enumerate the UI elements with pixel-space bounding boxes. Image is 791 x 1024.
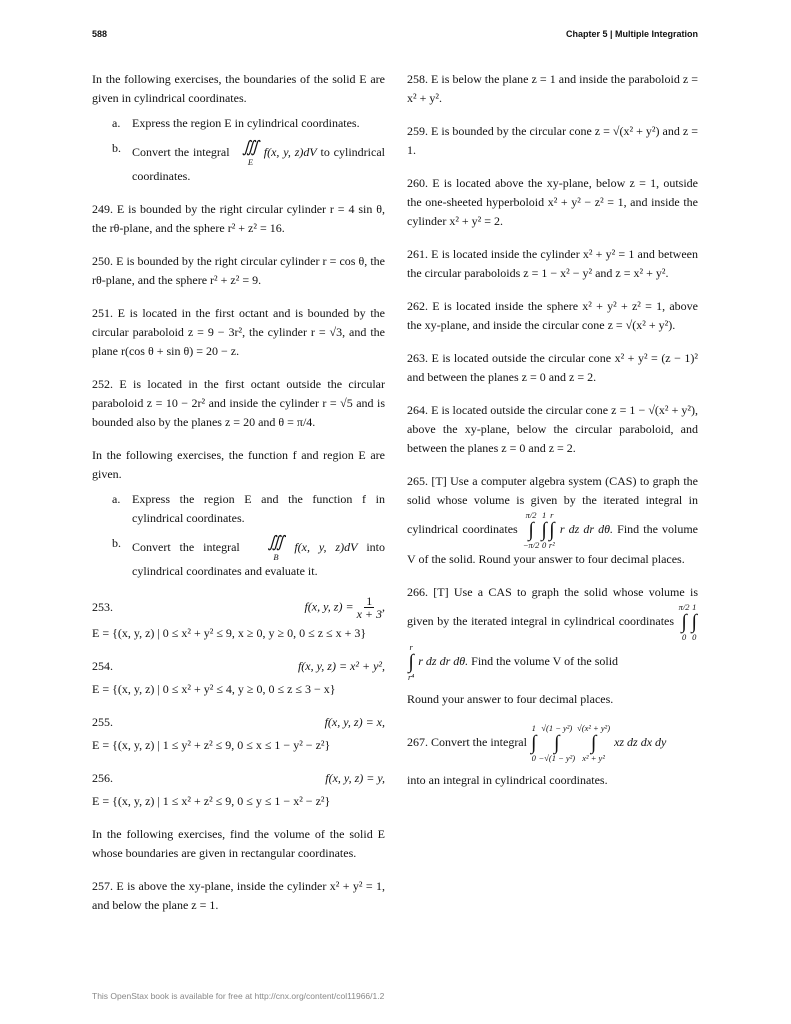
exercise-text: 267. Convert the integral	[407, 734, 527, 749]
iterated-integral	[522, 510, 614, 550]
region: E = {(x, y, z) | 0 ≤ x² + y² ≤ 9, x ≥ 0, y ≥ 0, 0 ≤ z ≤ x + 3}	[92, 626, 367, 640]
upper-limit: 1	[531, 723, 536, 733]
integral-sign-icon: ∫	[681, 611, 687, 633]
exercise-251: 251. E is located in the first octant and is bounded by the circular paraboloid z = 9 − 3r², the cylinder r = √3, and the plane r(cos θ + sin θ) = 20 − z.	[92, 306, 385, 358]
integrand: f(x, y, z)dV	[294, 539, 358, 554]
exercise-259: 259. E is bounded by the circular cone z = √(x² + y²) and z = 1.	[407, 124, 698, 157]
exercise-263: 263. E is located outside the circular cone x² + y² = (z − 1)² and between the planes z = 0 and z = 2.	[407, 351, 698, 384]
exercise-266	[407, 583, 698, 709]
function: f(x, y, z) =	[304, 599, 354, 614]
instructions-function: In the following exercises, the function f and region E are given.	[92, 448, 385, 481]
triple-integral-icon: ∭	[242, 139, 259, 156]
integral-sign-icon: ∫	[541, 519, 547, 541]
exercise-number: 253.	[92, 600, 113, 614]
function: f(x, y, z) = x² + y²,	[297, 659, 385, 673]
lower-limit: 0	[531, 753, 536, 763]
exercise-264: 264. E is located outside the circular cone z = 1 − √(x² + y²), above the xy-plane, below the circular paraboloid, and between the planes z = 0 and z = 2.	[407, 403, 698, 455]
instruction-a	[92, 490, 385, 528]
triple-integral-icon: ∭	[267, 534, 285, 551]
upper-limit: π/2	[525, 510, 537, 520]
lower-limit: r⁴	[408, 672, 415, 682]
exercise-265	[407, 472, 698, 569]
exercise-text: Find the volume V of the solid. Round your answer to four decimal places.	[407, 521, 698, 566]
item-label: a.	[112, 492, 121, 506]
upper-limit: 1	[692, 602, 697, 612]
integrand: r dz dr dθ.	[559, 521, 614, 536]
item-label: a.	[112, 116, 121, 130]
upper-limit: √(1 − y²)	[541, 723, 573, 733]
integrand: xz dz dx dy	[614, 734, 667, 749]
exercise-250: 250. E is bounded by the right circular cylinder r = cos θ, the rθ-plane, and the sphere r² + z² = 9.	[92, 254, 385, 287]
lower-limit: 0	[681, 632, 687, 642]
integral-sign-icon: ∫	[528, 519, 534, 541]
exercise-252: 252. E is located in the first octant outside the circular paraboloid z = 10 − 2r² and inside the cylinder r = √5 and is bounded also by the planes z = 20 and θ = π/4.	[92, 377, 385, 429]
integral-sign-icon: ∫	[691, 611, 697, 633]
exercise-text: 265. [T] Use a computer algebra system (CAS) to graph the solid whose volume is given by the iterated integral in cylindrical coordinates	[407, 474, 698, 536]
exercise-text: Find the volume V of the solid	[471, 653, 619, 668]
integral-sign-icon: ∫	[408, 651, 414, 673]
upper-limit: √(x² + y²)	[577, 723, 611, 733]
integral	[692, 602, 697, 642]
integral	[577, 723, 610, 763]
exercise-260: 260. E is located above the xy-plane, below z = 1, outside the one-sheeted hyperboloid x² + y² − z² = 1, and inside the cylinder x² + y² = 2.	[407, 176, 698, 228]
denominator: x + 3	[356, 607, 382, 621]
exercise-number: 256.	[92, 771, 113, 785]
integrand: f(x, y, z)dV	[263, 144, 317, 159]
integral-sign-icon: ∫	[530, 732, 537, 754]
instruction-text: Express the region E in cylindrical coordinates.	[132, 116, 360, 130]
instruction-b	[92, 534, 385, 581]
lower-limit: x² + y²	[582, 753, 605, 763]
lower-limit: r²	[548, 540, 555, 550]
instruction-text: Convert the integral	[132, 539, 240, 554]
lower-limit: −√(1 − y²)	[538, 753, 576, 763]
left-column	[92, 70, 385, 929]
integral-sign-icon: ∫	[590, 732, 597, 754]
exercise-number: 254.	[92, 659, 113, 673]
region: E = {(x, y, z) | 1 ≤ y² + z² ≤ 9, 0 ≤ x ≤ 1 − y² − z²}	[92, 738, 331, 752]
exercise-text: 266. [T] Use a CAS to graph the solid whose volume is given by the iterated integral in cylindrical coordinates	[407, 585, 698, 628]
lower-limit: −π/2	[522, 540, 540, 550]
exercise-256	[92, 769, 385, 811]
integral	[531, 723, 536, 763]
exercise-text: into an integral in cylindrical coordinates.	[407, 773, 608, 787]
integral-region: B	[273, 552, 279, 562]
instructions-volume: In the following exercises, find the volume of the solid E whose boundaries are given in rectangular coordinates.	[92, 827, 385, 860]
instruction-a	[92, 114, 385, 133]
exercise-253	[92, 595, 385, 643]
integrand: r dz dr dθ.	[418, 653, 469, 668]
instruction-b	[92, 139, 385, 186]
integral	[408, 642, 414, 682]
comma: ,	[382, 599, 385, 614]
integral-sign-icon: ∫	[554, 732, 560, 754]
exercise-254	[92, 657, 385, 699]
item-label: b.	[112, 141, 121, 155]
upper-limit: r	[409, 642, 413, 652]
lower-limit: 0	[542, 540, 547, 550]
exercise-257: 257. E is above the xy-plane, inside the cylinder x² + y² = 1, and below the plane z = 1.	[92, 879, 385, 912]
instructions-cylindrical: In the following exercises, the boundaries of the solid E are given in cylindrical coordinates.	[92, 72, 385, 105]
right-column	[407, 70, 698, 804]
region: E = {(x, y, z) | 0 ≤ x² + y² ≤ 4, y ≥ 0, 0 ≤ z ≤ 3 − x}	[92, 682, 336, 696]
numerator: 1	[366, 594, 373, 608]
function: f(x, y, z) = x,	[324, 715, 385, 729]
instruction-text: Convert the integral	[132, 144, 230, 159]
exercise-258: 258. E is below the plane z = 1 and inside the paraboloid z = x² + y².	[407, 72, 698, 105]
page-number: 588	[92, 29, 108, 39]
integral	[541, 510, 546, 550]
exercise-255	[92, 713, 385, 755]
page-header	[92, 28, 698, 40]
integral	[538, 723, 575, 763]
chapter-title: Chapter 5 | Multiple Integration	[565, 29, 698, 39]
exercise-text: Round your answer to four decimal places.	[407, 692, 614, 706]
instruction-text: into cylindrical coordinates and evaluate it.	[132, 539, 386, 578]
instruction-text: Express the region E and the function f in cylindrical coordinates.	[132, 492, 385, 525]
function: f(x, y, z) = y,	[325, 771, 385, 785]
lower-limit: 0	[692, 632, 697, 642]
integral	[549, 510, 555, 550]
footer-attribution: This OpenStax book is available for free at http://cnx.org/content/col11966/1.2	[92, 991, 385, 1001]
exercise-number: 255.	[92, 715, 113, 729]
integral-region: E	[247, 157, 254, 167]
integral	[679, 602, 690, 642]
upper-limit: π/2	[678, 602, 690, 612]
item-label: b.	[112, 536, 121, 550]
exercise-249: 249. E is bounded by the right circular cylinder r = 4 sin θ, the rθ-plane, and the sphere r² + z² = 16.	[92, 202, 385, 235]
exercise-267	[407, 723, 698, 790]
upper-limit: r	[550, 510, 554, 520]
instruction-text: to cylindrical coordinates.	[132, 144, 385, 183]
integral	[523, 510, 540, 550]
upper-limit: 1	[542, 510, 547, 520]
content-columns	[92, 70, 698, 929]
integral-sign-icon: ∫	[549, 519, 555, 541]
region: E = {(x, y, z) | 1 ≤ x² + z² ≤ 9, 0 ≤ y ≤ 1 − x² − z²}	[92, 794, 331, 808]
iterated-integral	[530, 723, 667, 763]
exercise-261: 261. E is located inside the cylinder x² + y² = 1 and between the circular paraboloids z = 1 − x² − y² and z = x² + y².	[407, 247, 698, 280]
exercise-262: 262. E is located inside the sphere x² + y² + z² = 1, above the xy-plane, and inside the circular cone z = √(x² + y²).	[407, 299, 698, 332]
